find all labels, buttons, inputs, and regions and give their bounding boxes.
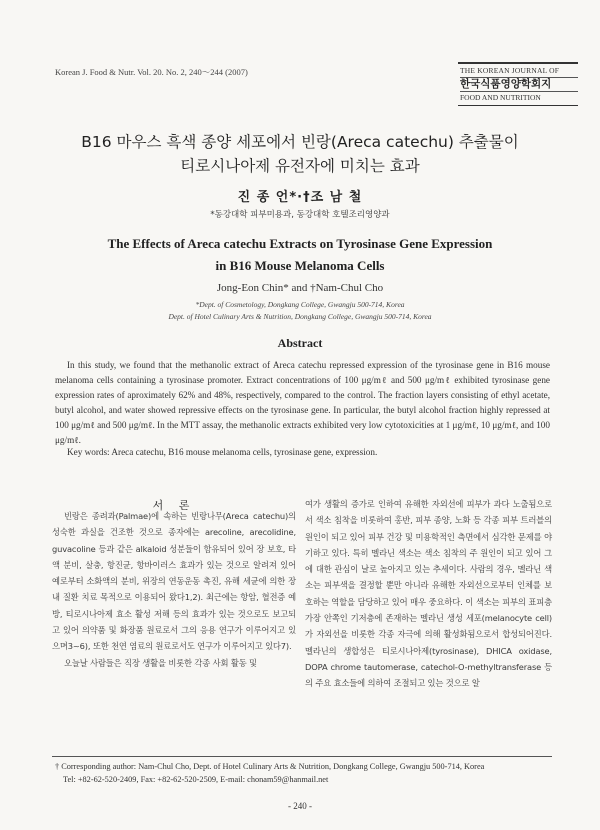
journal-name-ko: 한국식품영양학회지 — [460, 77, 578, 92]
journal-logo — [458, 62, 578, 106]
journal-name-en-line1: THE KOREAN JOURNAL OF — [460, 66, 560, 75]
abstract-heading: Abstract — [277, 336, 323, 350]
intro-paragraph-1: 빈랑은 종려과(Palmae)에 속하는 빈랑나무(Areca catechu)의 성숙한 과실을 건조한 것으로 종자에는 arecoline, arecolidine, guvacoline 등과 같은 alkaloid 성분들이 함유되어 있어 장 보호, 타액 분비, 살충, 항진균, 항바이러스 효과가 있는 것으로 알려져 있어 예로부터 소화액의 분비, 위장의 연동운동 촉진, 유해 세균에 의한 장내 질환 치료 목적으로 이용되어 왔다1,2). 최근에는 항암, 혈전증 예방, 티로시나아제 효소 활성 저해 등의 효과가 있는 것으로도 보고되고 있어 의약품 및 화장품 원료로서 그의 응용 연구가 이루어지고 있으며3~6), 또한 천연 염료의 원료로서도 연구가 이루어지고 있다7). — [52, 511, 296, 652]
journal-name-en-line2: FOOD AND NUTRITION — [460, 93, 541, 102]
authors-korean: 진 종 언*·†조 남 철 — [237, 190, 363, 205]
journal-citation: Korean J. Food & Nutr. Vol. 20. No. 2, 240～244 (2007) — [55, 67, 248, 77]
affiliation-english-line1: *Dept. of Cosmetology, Dongkang College, Gwangju 500-714, Korea — [195, 300, 405, 309]
left-column — [52, 508, 296, 671]
footnote-divider — [52, 756, 552, 757]
footnote-corresponding-author: † Corresponding author: Nam-Chul Cho, Dept. of Hotel Culinary Arts & Nutrition, Dongkang College, Gwangju 500-714, Korea — [55, 762, 485, 771]
authors-english: Jong-Eon Chin* and †Nam-Chul Cho — [216, 282, 384, 294]
title-english-line1: The Effects of Areca catechu Extracts on Tyrosinase Gene Expression — [107, 236, 493, 251]
title-english-line2: in B16 Mouse Melanoma Cells — [215, 258, 385, 273]
title-korean-line1: B16 마우스 흑색 종양 세포에서 빈랑(Areca catechu) 추출물이 — [81, 133, 519, 151]
intro-paragraph-continued: 여가 생활의 증가로 인하여 유해한 자외선에 피부가 과다 노출됨으로서 색소 침착을 비롯하여 홍반, 피부 종양, 노화 등 각종 피부 트러블의 원인이 되고 있어 피부 건강 및 미용학적인 측면에서 심각한 문제를 야기하고 있다. 특히 멜라닌 색소는 색소 침착의 주 원인이 되고 있어 그에 대한 관심이 날로 높아지고 있는 추세이다. 사람의 경우, 멜라닌 색소는 피부색을 결정할 뿐만 아니라 유해한 자외선으로부터 인체를 보호하는 역할을 담당하고 있어 매우 중요하다. 이 색소는 피부의 표피층 가장 안쪽인 기저층에 존재하는 멜라닌 생성 세포(melanocyte cell)가 자외선을 비롯한 각종 자극에 의해 활성화됨으로서 합성되어진다. 멜라닌의 생합성은 티로시나아제(tyrosinase), DHICA oxidase, DOPA chrome tautomerase, catechol-O-methyltransferase 등의 주요 효소들에 의하여 조절되고 있는 것으로 알 — [305, 499, 552, 689]
footnote-contact: Tel: +82-62-520-2409, Fax: +82-62-520-2509, E-mail: chonam59@hanmail.net — [63, 775, 329, 784]
title-korean-line2: 티로시나아제 유전자에 미치는 효과 — [180, 157, 420, 175]
page-number: - 240 - — [288, 801, 312, 811]
keywords: Key words: Areca catechu, B16 mouse melanoma cells, tyrosinase gene, expression. — [67, 447, 378, 457]
intro-paragraph-2: 오늘날 사람들은 직장 생활을 비롯한 각종 사회 활동 및 — [64, 657, 257, 668]
affiliation-korean: *동강대학 피부미용과, 동강대학 호텔조리영양과 — [210, 210, 390, 220]
affiliation-english-line2: Dept. of Hotel Culinary Arts & Nutrition, Dongkang College, Gwangju 500-714, Korea — [168, 312, 432, 321]
right-column — [305, 496, 552, 692]
section-heading-introduction: 서 론 — [152, 499, 196, 512]
abstract-body: In this study, we found that the methanolic extract of Areca catechu repressed expression of the tyrosinase gene in B16 mouse melanoma cells containing a tyrosinase promoter. Extract concentrations of 100 μg/mℓ and 500 μg/mℓ exhibited tyrosinase gene expression rates of aproximately 62% and 48%, respectively, compared to the control. The fraction layers consisting of ethyl acetate, butyl alcohol, and water showed repressive effects on the tyrosinase gene. In particular, the butyl alcohol fraction highly repressed at 100 μg/mℓ and 500 μg/mℓ. In the MTT assay, the methanolic extracts exhibited very low cytotoxicities at 1 μg/mℓ, 10 μg/mℓ, and 100 μg/mℓ. — [55, 360, 550, 446]
